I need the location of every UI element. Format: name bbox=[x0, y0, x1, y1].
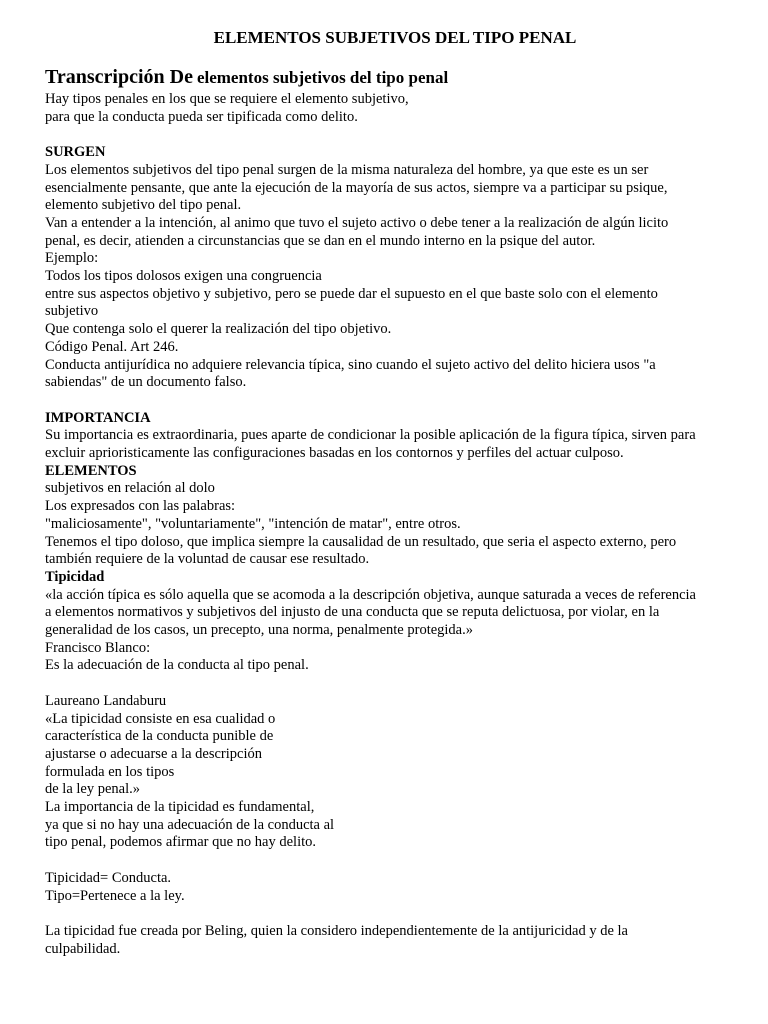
paragraph-line: Los elementos subjetivos del tipo penal surgen de la misma naturaleza del hombre, ya que este es un ser bbox=[45, 161, 649, 178]
paragraph-line: La importancia de la tipicidad es fundamental, bbox=[45, 799, 315, 816]
definiciones-section bbox=[45, 870, 735, 905]
paragraph-line: esencialmente pensante, que ante la ejecución de la mayoría de sus actos, siempre va a participar su psique, bbox=[45, 179, 668, 196]
paragraph-line: a elementos normativos y subjetivos del injusto de una conducta que se reputa delictuosa, por violar, en la bbox=[45, 604, 660, 621]
paragraph-line: Tenemos el tipo doloso, que implica siempre la causalidad de un resultado, que seria el aspecto externo, pero bbox=[45, 533, 677, 550]
paragraph-line: sabiendas" de un documento falso. bbox=[45, 374, 247, 391]
paragraph-line: entre sus aspectos objetivo y subjetivo, pero se puede dar el supuesto en el que baste solo con el elemento bbox=[45, 285, 658, 302]
subtitle-lead: Transcripción De bbox=[45, 66, 193, 88]
paragraph-line: "maliciosamente", "voluntariamente", "intención de matar", entre otros. bbox=[45, 515, 461, 532]
paragraph-line: tipo penal, podemos afirmar que no hay delito. bbox=[45, 834, 316, 851]
elementos-section bbox=[45, 463, 735, 569]
paragraph-line: Que contenga solo el querer la realización del tipo objetivo. bbox=[45, 321, 392, 338]
paragraph-line: «La tipicidad consiste en esa cualidad o bbox=[45, 710, 276, 727]
paragraph-line: Van a entender a la intención, al animo que tuvo el sujeto activo o debe tener a la realización de algún licito bbox=[45, 214, 669, 231]
paragraph-line: subjetivo bbox=[45, 303, 99, 320]
paragraph-line: Los expresados con las palabras: bbox=[45, 498, 236, 515]
paragraph-line: Código Penal. Art 246. bbox=[45, 338, 179, 355]
paragraph-line: excluir aprioristicamente las configuraciones basadas en los contornos y perfiles del actuar culposo. bbox=[45, 445, 624, 462]
paragraph-line: formulada en los tipos bbox=[45, 763, 175, 780]
paragraph-line: generalidad de los casos, un precepto, una norma, penalmente protegida.» bbox=[45, 622, 473, 639]
document-title: ELEMENTOS SUBJETIVOS DEL TIPO PENAL bbox=[213, 28, 577, 47]
paragraph-line: Laureano Landaburu bbox=[45, 692, 167, 709]
paragraph-line: característica de la conducta punible de bbox=[45, 728, 274, 745]
section-heading-tipicidad: Tipicidad bbox=[45, 568, 105, 585]
paragraph-line: «la acción típica es sólo aquella que se acomoda a la descripción objetiva, aunque saturada a veces de referencia bbox=[45, 586, 696, 603]
paragraph-line: La tipicidad fue creada por Beling, quien la considero independientemente de la antijuricidad y de la bbox=[45, 922, 628, 939]
landaburu-section bbox=[45, 693, 735, 852]
paragraph-line: elemento subjetivo del tipo penal. bbox=[45, 197, 242, 214]
paragraph-line: Tipo=Pertenece a la ley. bbox=[45, 887, 185, 904]
section-heading-importancia: IMPORTANCIA bbox=[45, 409, 151, 426]
beling-section bbox=[45, 923, 735, 958]
paragraph-line: Tipicidad= Conducta. bbox=[45, 869, 172, 886]
paragraph-line: ya que si no hay una adecuación de la conducta al bbox=[45, 816, 335, 833]
surgen-section bbox=[45, 144, 735, 392]
document-page bbox=[45, 27, 735, 958]
section-heading-surgen: SURGEN bbox=[45, 144, 106, 161]
paragraph-line: Todos los tipos dolosos exigen una congruencia bbox=[45, 268, 322, 285]
paragraph-line: Es la adecuación de la conducta al tipo penal. bbox=[45, 657, 309, 674]
paragraph-line: Ejemplo: bbox=[45, 250, 99, 267]
paragraph-line: Su importancia es extraordinaria, pues aparte de condicionar la posible aplicación de la figura típica, sirven para bbox=[45, 427, 696, 444]
paragraph-line: también requiere de la voluntad de causar ese resultado. bbox=[45, 551, 370, 568]
paragraph-line: ajustarse o adecuarse a la descripción bbox=[45, 745, 262, 762]
intro-line: Hay tipos penales en los que se requiere el elemento subjetivo, bbox=[45, 91, 409, 107]
document-subtitle bbox=[45, 65, 735, 91]
paragraph-line: culpabilidad. bbox=[45, 940, 121, 957]
paragraph-line: Francisco Blanco: bbox=[45, 639, 151, 656]
subtitle-rest: elementos subjetivos del tipo penal bbox=[196, 68, 449, 87]
importancia-section bbox=[45, 410, 735, 463]
tipicidad-section bbox=[45, 569, 735, 675]
section-heading-elementos: ELEMENTOS bbox=[45, 462, 137, 479]
intro-line: para que la conducta pueda ser tipificada como delito. bbox=[45, 108, 358, 125]
paragraph-line: de la ley penal.» bbox=[45, 781, 141, 798]
paragraph-line: Conducta antijurídica no adquiere relevancia típica, sino cuando el sujeto activo del delito hiciera usos "a bbox=[45, 356, 656, 373]
intro-section bbox=[45, 91, 735, 126]
paragraph-line: penal, es decir, atienden a circunstancias que se dan en el mundo interno en la psique del autor. bbox=[45, 232, 596, 249]
paragraph-line: subjetivos en relación al dolo bbox=[45, 480, 215, 497]
